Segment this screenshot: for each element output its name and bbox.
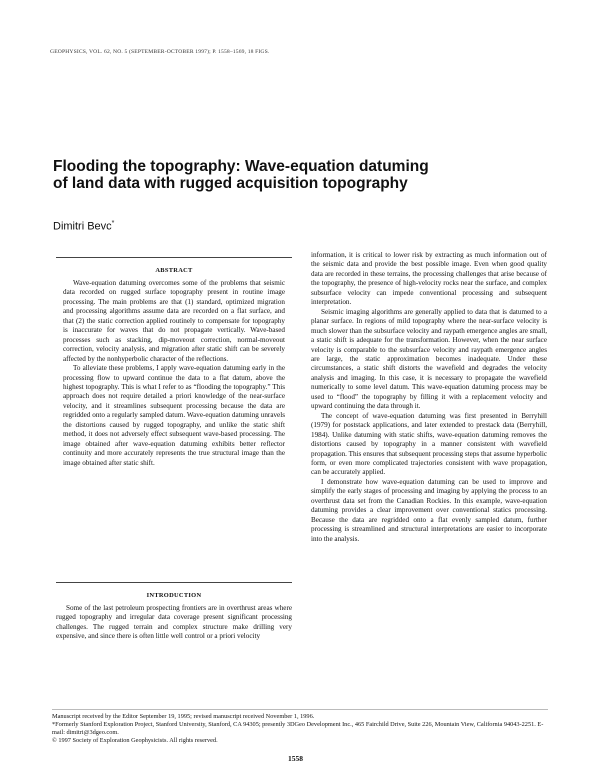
body-paragraph: I demonstrate how wave-equation datuming can be used to improve and simplify the early stages of processing and imaging by applying the process to an overthrust data set from the Canadian Rockies. In this example, wave-equation datuming provides a clear improvement over conventional statics processing. Because the data are regridded onto a flat evenly sampled datum, further processing is streamlined and structural interpretations are easier to incorporate into the analysis. [311, 477, 547, 543]
abstract-top-rule [56, 257, 292, 258]
footnote-received: Manuscript received by the Editor September 19, 1995; revised manuscript received November 1, 1996. [52, 713, 315, 720]
introduction-body [56, 604, 292, 642]
introduction-paragraph: Some of the last petroleum prospecting frontiers are in overthrust areas where rugged topography and irregular data coverage present significant processing challenges. The rugged terrain and complex structure make drilling very expensive, and since there is often little well control or a priori velocity [56, 604, 292, 641]
abstract-paragraph: Wave-equation datuming overcomes some of the problems that seismic data recorded on rugged surface topography present in routine image processing. The main problems are that (1) standard, optimized migration and processing algorithms assume data are recorded on a flat surface, and that (2) the static correction applied routinely to compensate for topography is inaccurate for waves that do not propagate vertically. Wave-based processes such as stacking, dip-moveout correction, normal-moveout correction, velocity analysis, and migration after static shift can be severely affected by the nonhyperbolic character of the reflections. [63, 279, 285, 363]
abstract-bottom-rule [56, 582, 292, 583]
abstract-body [63, 279, 285, 468]
introduction-heading: INTRODUCTION [146, 592, 202, 599]
body-paragraph: information, it is critical to lower risk by extracting as much information out of the seismic data and provide the best possible image. Even when good quality data are recorded in these terrains, the processing challenges that arise because of the topography, the presence of high-velocity rocks near the surface, and complex subsurface velocity can impede conventional processing and subsequent interpretation. [311, 251, 547, 307]
article-title-line-2: of land data with rugged acquisition topography [53, 175, 408, 192]
right-column-body [311, 251, 547, 544]
author-name [53, 220, 114, 233]
body-paragraph: Seismic imaging algorithms are generally applied to data that is datumed to a planar surface. In regions of mild topography where the near-surface velocity is much slower than the subsurface velocity and raypath emergence angles are small, a static shift is adequate for the transformation. However, when the near surface velocity is comparable to the subsurface velocity and raypath emergence angles are large, the static approximation becomes inadequate. Under these circumstances, a static shift distorts the wavefield and degrades the velocity analysis and imaging. In this case, it is necessary to propagate the wavefield numerically to some level datum. This wave-equation datuming process may be used to “flood” the topography by filling it with a replacement velocity and upward continuing the data through it. [311, 307, 547, 411]
author-footnote-mark: * [111, 220, 115, 227]
footnotes [52, 713, 552, 745]
page-number: 1558 [288, 754, 303, 763]
article-title-line-1: Flooding the topography: Wave-equation datuming [53, 158, 429, 175]
author-name-text: Dimitri Bevc [53, 220, 112, 233]
journal-citation: GEOPHYSICS, VOL. 62, NO. 5 (SEPTEMBER-OCTOBER 1997); P. 1558–1569, 18 FIGS. [50, 49, 270, 55]
footnote-copyright: © 1997 Society of Exploration Geophysicists. All rights reserved. [52, 736, 218, 744]
abstract-heading: ABSTRACT [155, 267, 193, 274]
abstract-paragraph: To alleviate these problems, I apply wave-equation datuming early in the processing flow to upward continue the data to a flat datum, above the highest topography. This is what I refer to as “flooding the topography.” This approach does not require detailed a priori knowledge of the near-surface velocity, and it streamlines subsequent processing because the data are regridded onto a regularly sampled datum. Wave-equation datuming unravels the distortions caused by rugged topography, and unlike the static shift method, it does not adversely effect subsequent wave-based processing. The image obtained after wave-equation datuming exhibits better reflector continuity and more accurately represents the true structural image than the image obtained after static shift. [63, 364, 285, 467]
article-title [53, 158, 513, 192]
footnote-affiliation: *Formerly Stanford Exploration Project, Stanford University, Stanford, CA 94305; presently 3DGeo Development Inc., 465 Fairchild Drive, Suite 226, Mountain View, California 94043-2251. E-mail: dimitri@3dgeo.com. [52, 720, 544, 736]
body-paragraph: The concept of wave-equation datuming was first presented in Berryhill (1979) for poststack applications, and later extended to prestack data (Berryhill, 1984). Unlike datuming with static shifts, wave-equation datuming removes the distortions caused by topography in a manner consistent with wavefield propagation. This ensures that subsequent processing steps that assume hyperbolic form, or even more complicated trajectories consistent with wave propagation, can be accurately applied. [311, 411, 547, 477]
